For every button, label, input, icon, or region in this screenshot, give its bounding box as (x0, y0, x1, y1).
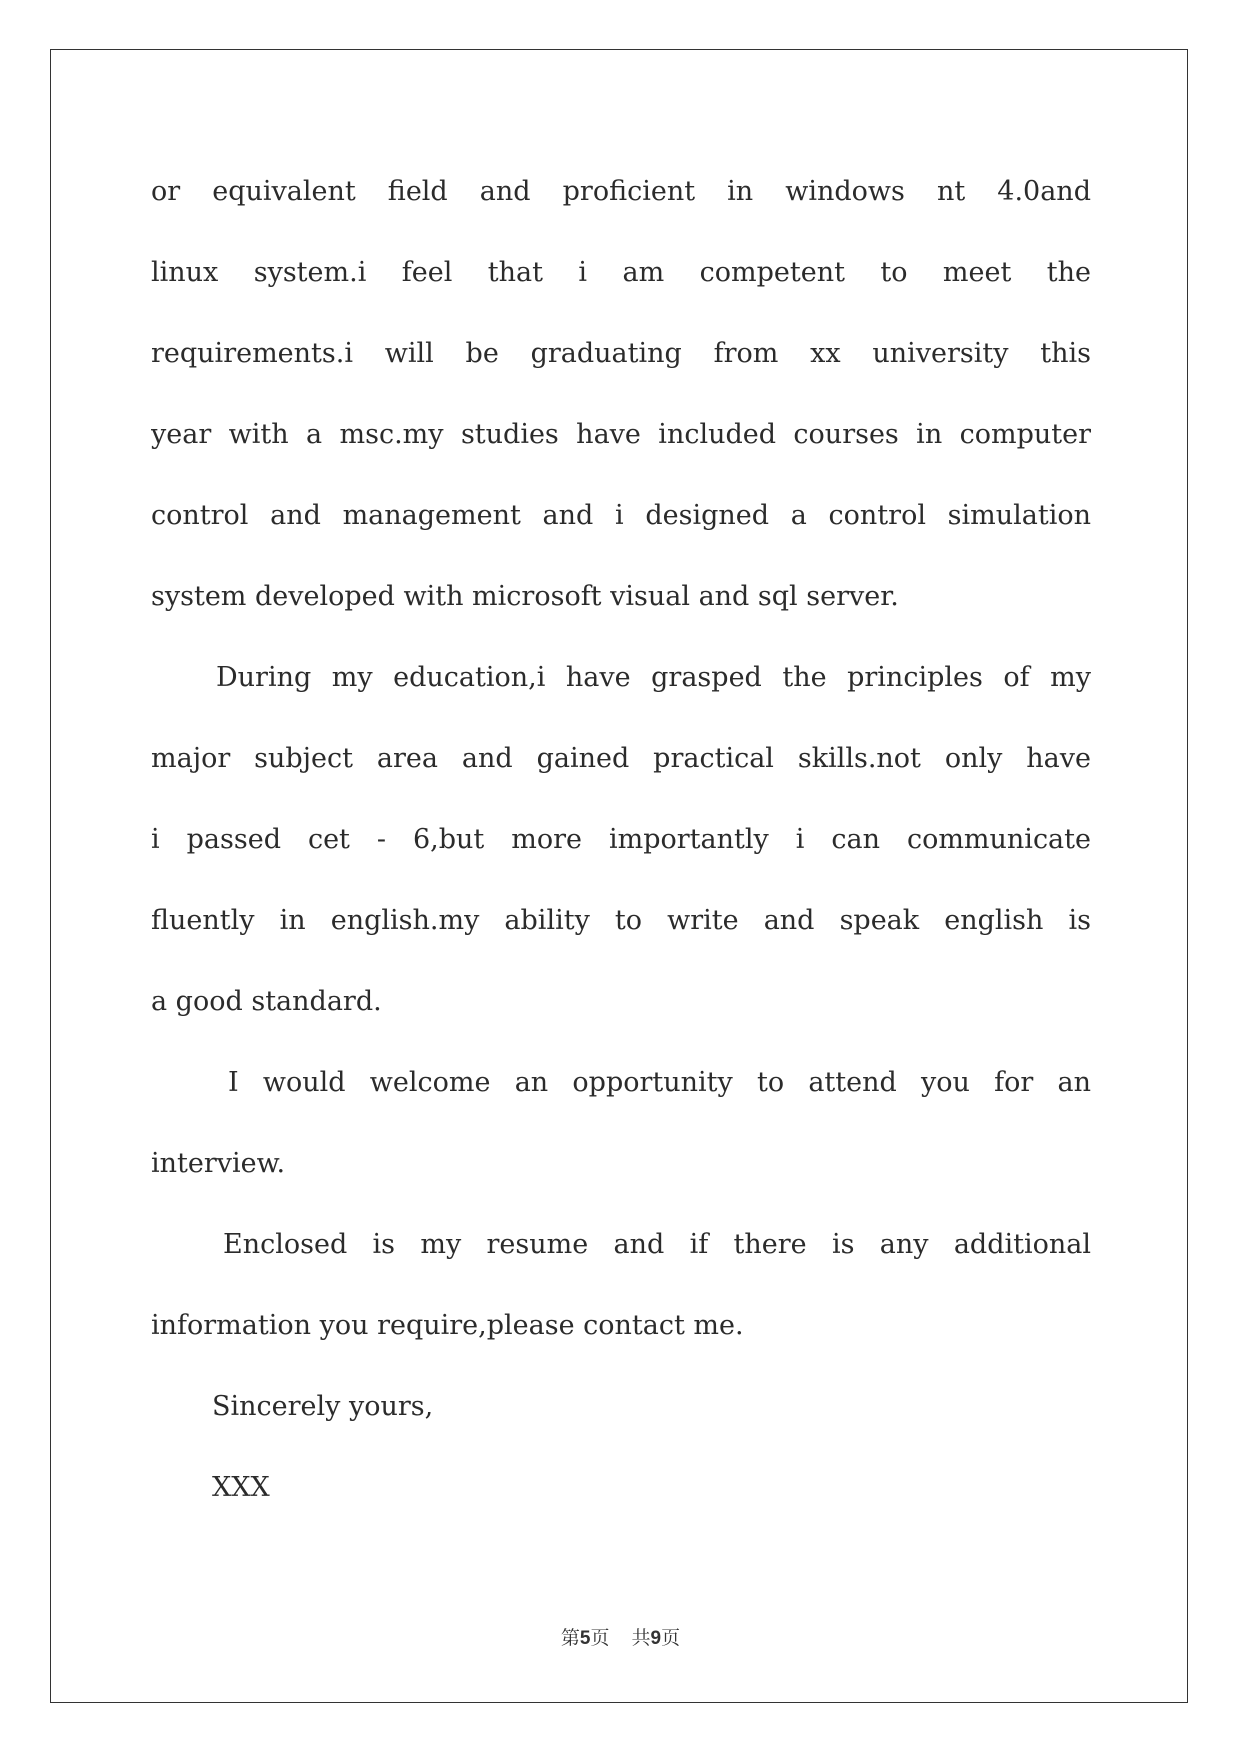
body-text-line: control and management and i designed a control simulation (151, 500, 1091, 531)
footer-total-unit: 页 (661, 1627, 681, 1649)
body-text-line: interview. (151, 1148, 286, 1179)
paragraph-first-line: I would welcome an opportunity to attend you for an (228, 1067, 1091, 1098)
body-text-line: system developed with microsoft visual and sql server. (151, 581, 899, 612)
paragraph-first-line: During my education,i have grasped the principles of my (216, 662, 1091, 693)
footer-page-unit: 页 (590, 1627, 610, 1649)
body-text-line: fluently in english.my ability to write and speak english is (151, 905, 1091, 936)
body-text-line: information you require,please contact me. (151, 1310, 744, 1341)
body-text-line: a good standard. (151, 986, 382, 1017)
page-border (50, 49, 1188, 1703)
body-text-line: year with a msc.my studies have included courses in computer (151, 419, 1091, 450)
footer-prefix: 第 (560, 1627, 580, 1649)
page-number: 5 (579, 1628, 591, 1649)
body-text-line: i passed cet - 6,but more importantly i can communicate (151, 824, 1091, 855)
body-text-line: requirements.i will be graduating from xx university this (151, 338, 1091, 369)
total-pages: 9 (650, 1628, 662, 1649)
signature: XXX (212, 1472, 270, 1503)
body-text-line: major subject area and gained practical skills.not only have (151, 743, 1091, 774)
paragraph-first-line: Enclosed is my resume and if there is any additional (223, 1229, 1091, 1260)
body-text-line: or equivalent field and proficient in windows nt 4.0and (151, 176, 1091, 207)
closing-salutation: Sincerely yours, (212, 1391, 434, 1422)
body-text-line: linux system.i feel that i am competent to meet the (151, 257, 1091, 288)
page-footer (0, 1626, 1241, 1651)
footer-total-prefix: 共 (631, 1627, 651, 1649)
